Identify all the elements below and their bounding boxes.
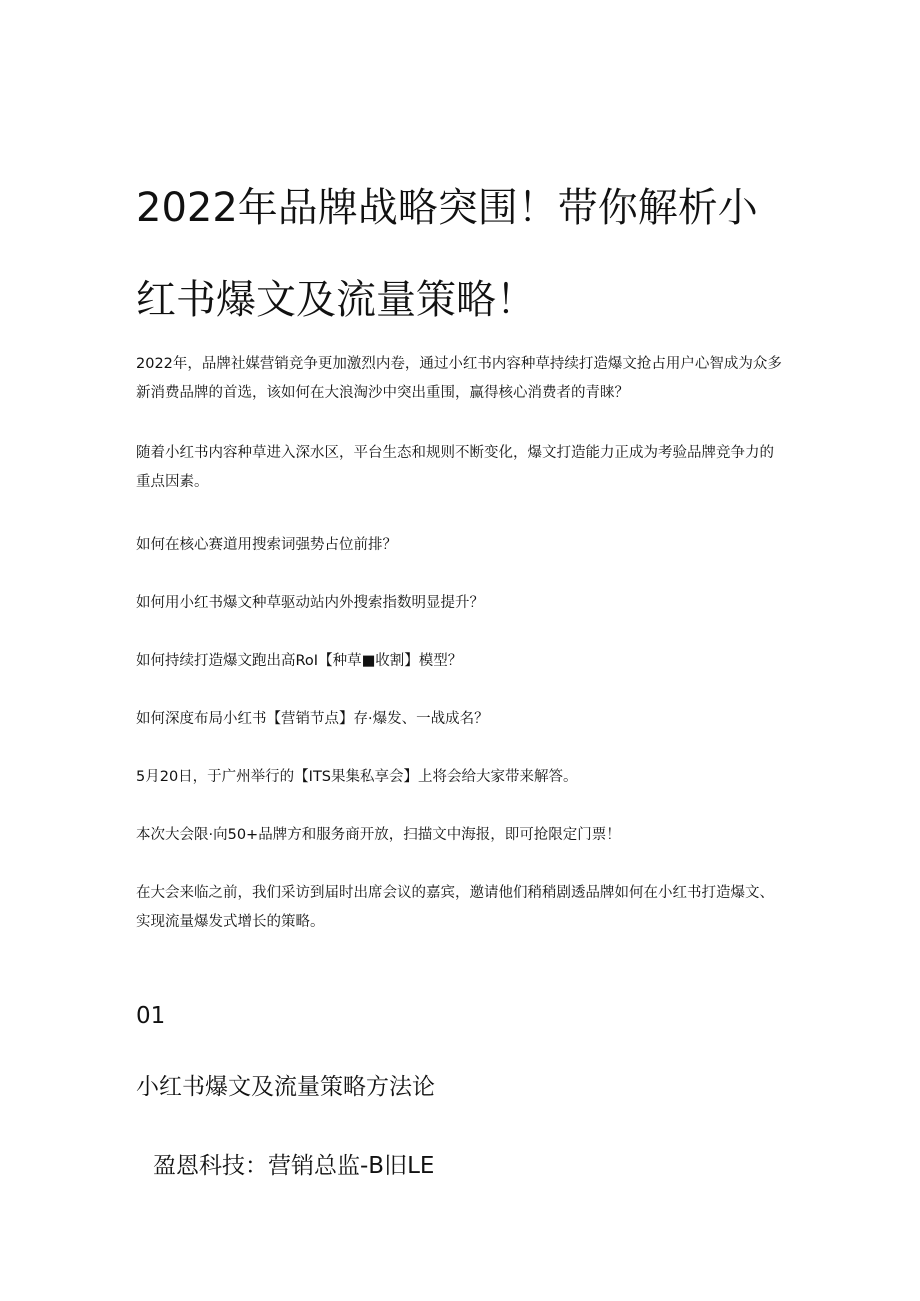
paragraph-interview-intro: 在大会来临之前，我们采访到届时出席会议的嘉宾，邀请他们稍稍剧透品牌如何在小红书打造爆文、实现流量爆发式增长的策略。 bbox=[136, 885, 774, 930]
paragraph-intro: 2022年，品牌社媒营销竞争更加激烈内卷，通过小红书内容种草持续打造爆文抢占用户心智成为众多新消费品牌的首选，该如何在大浪淘沙中突出重围，赢得核心消费者的青睐？ bbox=[136, 356, 782, 401]
question-4: 如何深度布局小红书【营销节点】存·爆发、一战成名？ bbox=[136, 711, 489, 727]
section-number: 01 bbox=[136, 1003, 166, 1029]
article-title: 2022年品牌战略突围！带你解析小红书爆文及流量策略！ bbox=[136, 185, 758, 323]
question-1: 如何在核心赛道用搜索词强势占位前排？ bbox=[136, 537, 397, 553]
speaker-line: 盈恩科技：营销总监-B旧LE bbox=[153, 1153, 435, 1179]
section-title: 小红书爆文及流量策略方法论 bbox=[136, 1074, 435, 1100]
paragraph-ticket-info: 本次大会限·向50+品牌方和服务商开放，扫描文中海报，即可抢限定门票！ bbox=[136, 827, 621, 843]
paragraph-event-date: 5月20日，于广州举行的【ITS果集私享会】上将会给大家带来解答。 bbox=[136, 769, 578, 785]
paragraph-context: 随着小红书内容种草进入深水区，平台生态和规则不断变化，爆文打造能力正成为考验品牌竞争力的重点因素。 bbox=[136, 445, 774, 490]
question-3: 如何持续打造爆文跑出高RoI【种草■收割】模型？ bbox=[136, 653, 463, 669]
question-2: 如何用小红书爆文种草驱动站内外搜索指数明显提升？ bbox=[136, 595, 484, 611]
